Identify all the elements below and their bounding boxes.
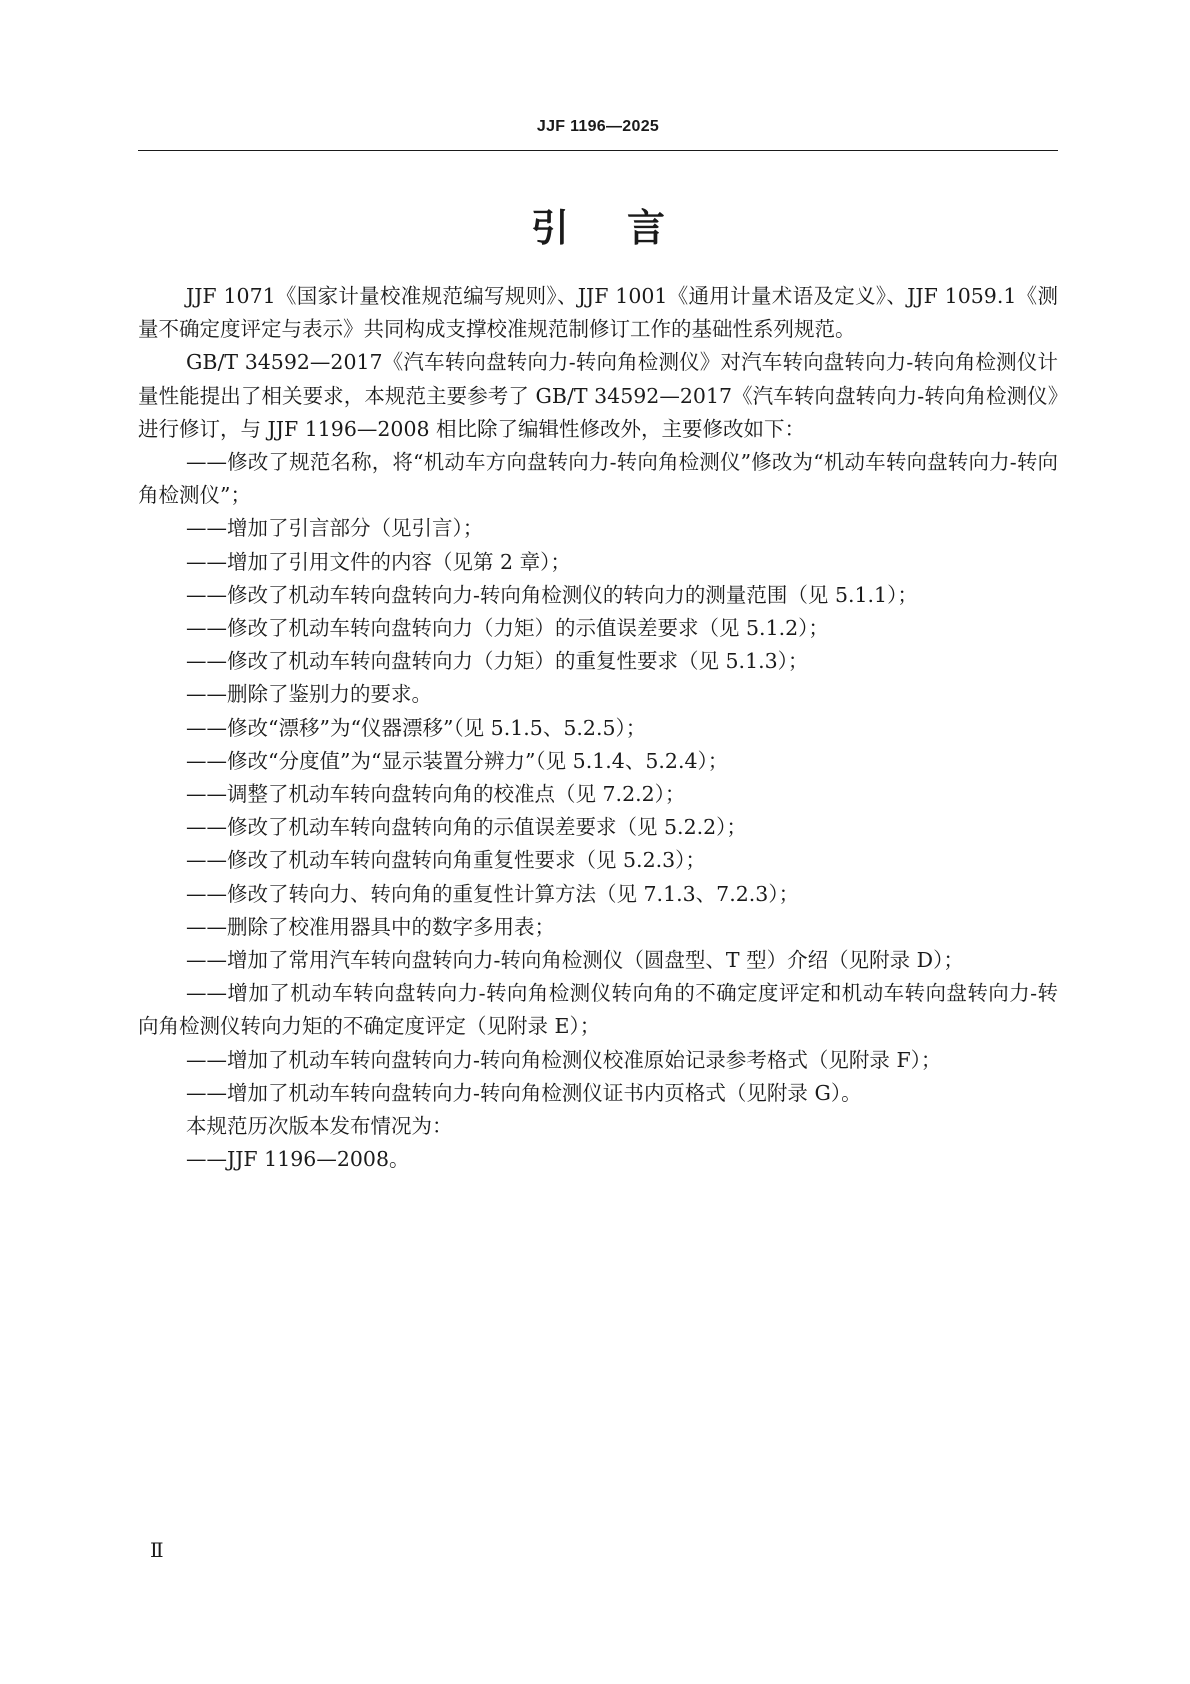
list-item: ——增加了机动车转向盘转向力-转向角检测仪证书内页格式（见附录 G）。 xyxy=(186,1080,862,1105)
list-item: ——修改了转向力、转向角的重复性计算方法（见 7.1.3、7.2.3）； xyxy=(186,881,800,906)
paragraph: JJF 1071《国家计量校准规范编写规则》、JJF 1001《通用计量术语及定义》、JJF 1059.1《测量不确定度评定与表示》共同构成支撑校准规范制修订工作的基础性系列规范。 xyxy=(138,284,1058,342)
standard-code-header: JJF 1196—2025 xyxy=(536,118,660,135)
list-item: ——JJF 1196—2008。 xyxy=(186,1147,410,1172)
list-item: ——修改“分度值”为“显示装置分辨力”（见 5.1.4、5.2.4）； xyxy=(186,748,729,773)
list-item: ——删除了鉴别力的要求。 xyxy=(186,682,432,707)
list-item: ——修改了机动车转向盘转向力（力矩）的重复性要求（见 5.1.3）； xyxy=(186,649,809,674)
list-item: ——修改了机动车转向盘转向角重复性要求（见 5.2.3）； xyxy=(186,848,706,873)
list-item: ——修改了机动车转向盘转向力（力矩）的示值误差要求（见 5.1.2）； xyxy=(186,616,829,641)
list-item: ——增加了机动车转向盘转向力-转向角检测仪校准原始记录参考格式（见附录 F）； xyxy=(186,1047,942,1072)
list-item: ——删除了校准用器具中的数字多用表； xyxy=(186,914,555,939)
header-divider xyxy=(138,150,1058,151)
list-item: ——修改“漂移”为“仪器漂移”（见 5.1.5、5.2.5）； xyxy=(186,715,647,740)
list-item: ——增加了常用汽车转向盘转向力-转向角检测仪（圆盘型、T 型）介绍（见附录 D）； xyxy=(186,948,964,973)
list-item: ——修改了机动车转向盘转向力-转向角检测仪的转向力的测量范围（见 5.1.1）； xyxy=(186,582,918,607)
page-number: Ⅱ xyxy=(150,1538,164,1562)
list-item: ——增加了引用文件的内容（见第 2 章）； xyxy=(186,549,571,574)
list-item: ——增加了机动车转向盘转向力-转向角检测仪转向角的不确定度评定和机动车转向盘转向力-转向角检测仪转向力矩的不确定度评定（见附录 E）； xyxy=(138,981,1058,1039)
list-item: ——增加了引言部分（见引言）； xyxy=(186,516,484,541)
paragraph: GB/T 34592—2017《汽车转向盘转向力-转向角检测仪》对汽车转向盘转向力-转向角检测仪计量性能提出了相关要求，本规范主要参考了 GB/T 34592—2017《汽车转向盘转向力-转向角检测仪》进行修订，与 JJF 1196—2008 相比除了编辑性修改外，主要修改如下： xyxy=(138,350,1058,441)
page-title: 引言 xyxy=(530,206,723,250)
list-item: ——调整了机动车转向盘转向角的校准点（见 7.2.2）； xyxy=(186,782,686,807)
body-text xyxy=(138,280,1058,1176)
paragraph: 本规范历次版本发布情况为： xyxy=(186,1114,453,1139)
list-item: ——修改了规范名称，将“机动车方向盘转向力-转向角检测仪”修改为“机动车转向盘转向力-转向角检测仪”； xyxy=(138,450,1058,508)
list-item: ——修改了机动车转向盘转向角的示值误差要求（见 5.2.2）； xyxy=(186,815,747,840)
